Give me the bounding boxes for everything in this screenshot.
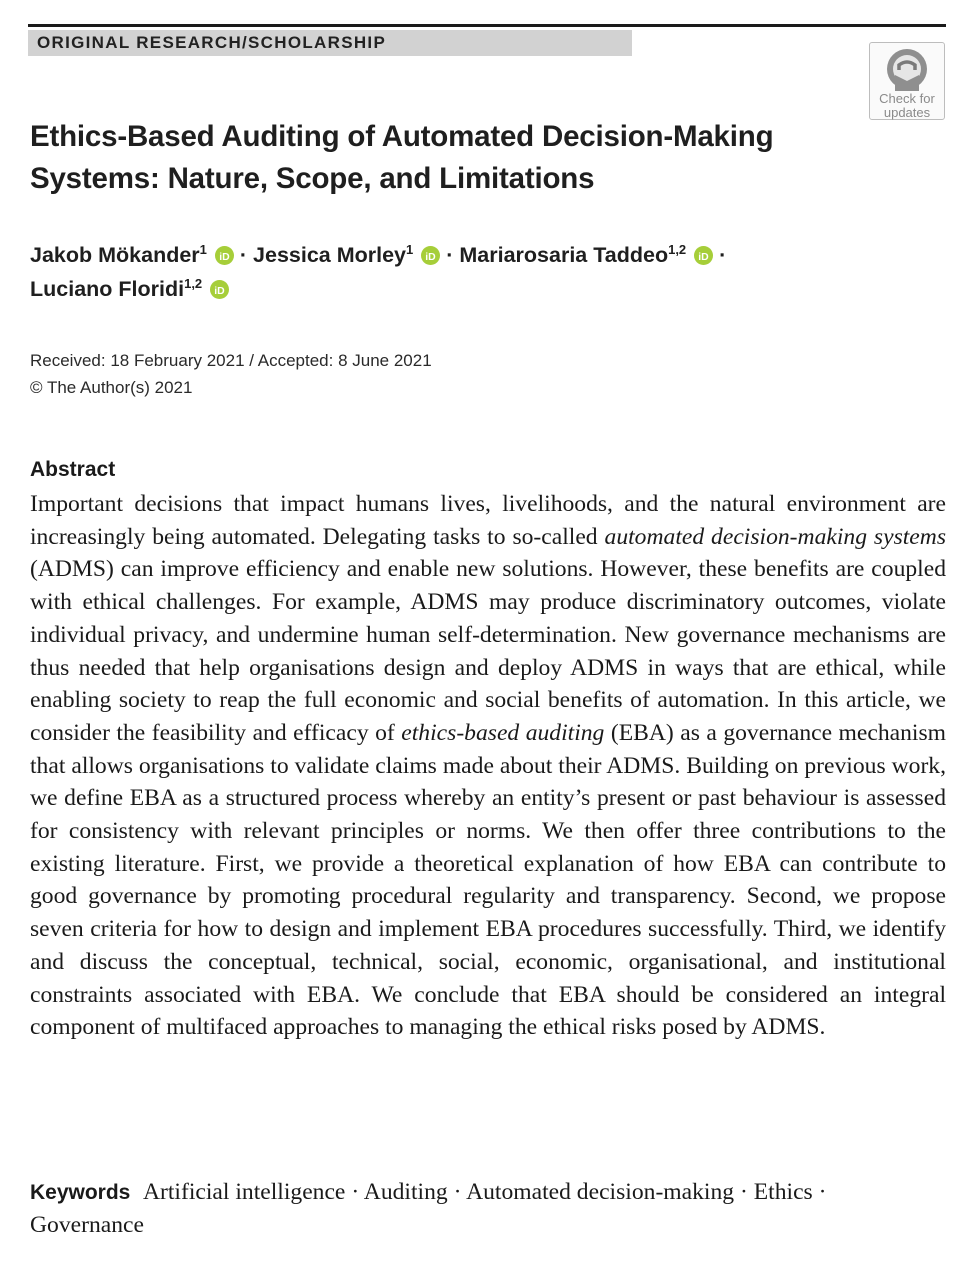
keyword: Auditing [363, 1179, 448, 1205]
keywords-label: Keywords [30, 1181, 131, 1204]
check-for-updates-icon [885, 47, 929, 91]
author-separator: · [446, 243, 454, 267]
svg-text:iD: iD [698, 251, 709, 263]
author-name[interactable]: Jakob Mökander [30, 243, 200, 267]
abstract-text: (EBA) as a governance mechanism that allows organisations to validate claims made about their ADMS. Building on previous work, we define EBA as a structured process whereby an entity’s present or past behaviour is assessed for consistency with relevant principles or norms. We then offer three contributions to the existing literature. First, we provide a theoretical explanation of how EBA can contribute to good governance by promoting procedural regularity and transparency. Second, we propose seven criteria for how to design and implement EBA procedures successfully. Third, we identify and discuss the conceptual, technical, social, economic, organisational, and institutional constraints associated with EBA. We conclude that EBA should be considered an integral component of multifaced approaches to managing the ethical risks posed by ADMS. [30, 719, 947, 1041]
title-line-1: Ethics-Based Auditing of Automated Decision-Making [30, 120, 774, 153]
author-name[interactable]: Mariarosaria Taddeo [459, 243, 669, 267]
keyword: Governance [30, 1212, 144, 1238]
orcid-icon[interactable] [694, 246, 713, 265]
check-for-updates-badge[interactable] [869, 42, 945, 120]
badge-text-line1: Check for [879, 91, 935, 106]
abstract-text: Important decisions that impact humans lives, livelihoods, and the natural environment are increasingly being automated. Delegating tasks to so-called [30, 491, 946, 550]
svg-text:iD: iD [425, 251, 436, 263]
author-list [30, 238, 890, 306]
badge-text-line2: updates [883, 105, 931, 120]
keyword: Automated decision-making [466, 1179, 735, 1205]
abstract-emphasis: ethics-based auditing [401, 719, 605, 746]
author-separator: · [239, 243, 248, 267]
keyword-separator: · [739, 1179, 748, 1205]
orcid-icon[interactable] [215, 246, 234, 265]
orcid-icon[interactable] [421, 246, 440, 265]
author-affiliation: 1 [199, 242, 207, 257]
abstract-heading: Abstract [30, 458, 116, 481]
copyright-notice: © The Author(s) 2021 [30, 378, 193, 397]
keyword-separator: · [351, 1179, 360, 1205]
received-accepted-dates: Received: 18 February 2021 / Accepted: 8 June 2021 [30, 351, 432, 370]
svg-text:iD: iD [219, 251, 230, 263]
author-name[interactable]: Luciano Floridi [30, 277, 185, 301]
keyword: Ethics [753, 1179, 813, 1205]
top-rule [28, 24, 946, 27]
author-separator: · [719, 243, 727, 267]
author-affiliation: 1,2 [668, 242, 687, 257]
keyword-separator: · [453, 1179, 462, 1205]
section-label: ORIGINAL RESEARCH/SCHOLARSHIP [28, 30, 632, 56]
abstract-emphasis: automated decision-making systems [604, 523, 946, 550]
keywords-section [30, 1176, 940, 1242]
orcid-icon[interactable] [210, 280, 229, 299]
author-affiliation: 1 [406, 242, 414, 257]
publication-dates [30, 347, 432, 401]
author-name[interactable]: Jessica Morley [253, 243, 407, 267]
keyword: Artificial intelligence [142, 1179, 346, 1205]
keyword-separator: · [818, 1179, 827, 1205]
paper-title [30, 116, 850, 200]
author-affiliation: 1,2 [184, 276, 203, 291]
abstract-body [30, 488, 946, 1044]
abstract-text: (ADMS) can improve efficiency and enable new solutions. However, these benefits are coupled with ethical challenges. For example, ADMS may produce discriminatory outcomes, violate individual privacy, and undermine human self-determination. New governance mechanisms are thus needed that help organisations design and deploy ADMS in ways that are ethical, while enabling society to reap the full economic and social benefits of automation. In this article, we consider the feasibility and efficacy of [30, 556, 946, 746]
title-line-2: Systems: Nature, Scope, and Limitations [30, 162, 595, 195]
svg-text:iD: iD [214, 285, 225, 297]
